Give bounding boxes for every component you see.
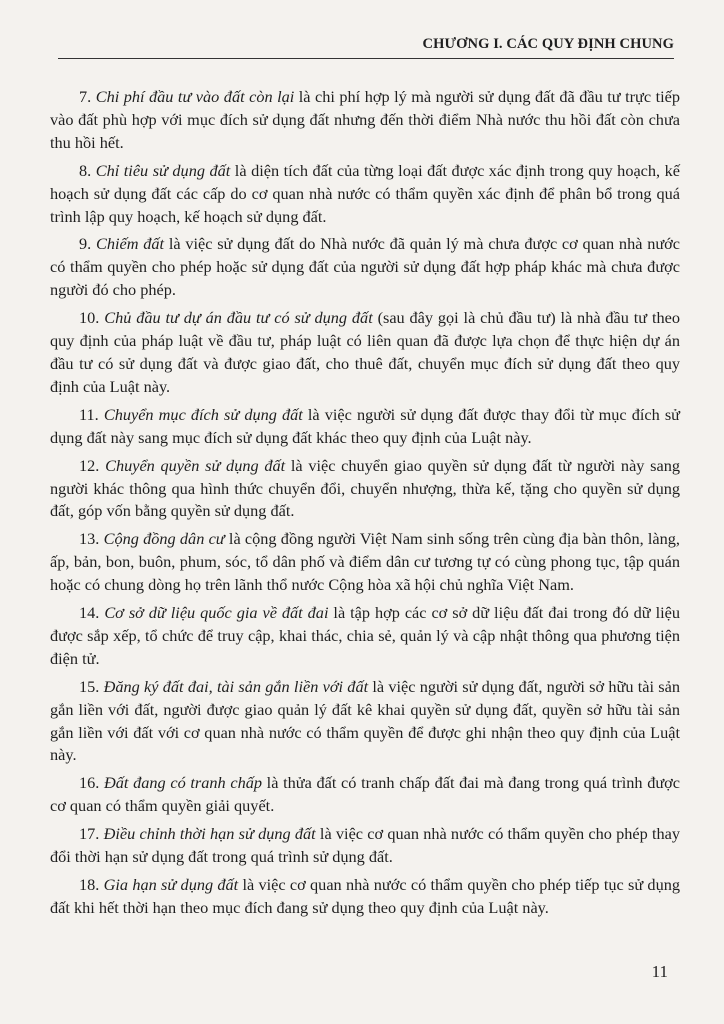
defined-term: Cộng đồng dân cư	[103, 529, 225, 549]
definition-paragraph	[50, 307, 680, 399]
definition-paragraph	[50, 86, 680, 155]
definition-paragraph	[50, 602, 680, 671]
definition-paragraph	[50, 772, 680, 818]
definition-number: 7.	[79, 87, 96, 106]
defined-term: Chuyển mục đích sử dụng đất	[103, 404, 303, 424]
document-body	[50, 86, 680, 925]
definition-paragraph	[50, 404, 680, 450]
chapter-title: CHƯƠNG I. CÁC QUY ĐỊNH CHUNG	[422, 36, 674, 52]
definition-paragraph	[50, 455, 680, 524]
defined-term: Chỉ tiêu sử dụng đất	[95, 160, 231, 180]
definition-text: (sau đây gọi là chủ đầu tư) là nhà đầu tư theo quy định của pháp luật về đầu tư, pháp luật có liên quan đã được lựa chọn để thực hiện dự án đầu tư có sử dụng đất và được giao đất, cho thuê đất, chuyển mục đích sử dụng đất theo quy định của Luật này.	[50, 308, 680, 396]
definition-text: là thửa đất có tranh chấp đất đai mà đang trong quá trình được cơ quan có thẩm quyền giải quyết.	[50, 773, 681, 816]
definition-text: là việc người sử dụng đất, người sở hữu tài sản gắn liền với đất, người được giao quản lý đất kê khai quyền sử dụng đất, quyền sở hữu tài sản gắn liền với đất với cơ quan nhà nước có thẩm quyền để được ghi nhận theo quy định của Luật này.	[50, 676, 680, 765]
definition-number: 11.	[79, 404, 104, 424]
defined-term: Chiếm đất	[95, 234, 165, 254]
definition-number: 15.	[79, 676, 104, 696]
defined-term: Gia hạn sử dụng đất	[103, 875, 239, 894]
definition-paragraph	[50, 823, 680, 869]
definition-text: là tập hợp các cơ sở dữ liệu đất đai trong đó dữ liệu được sắp xếp, tổ chức để truy cập, khai thác, chia sẻ, quản lý và cập nhật thông qua phương tiện điện tử.	[50, 603, 680, 668]
definition-number: 12.	[79, 455, 106, 475]
definition-number: 13.	[79, 529, 104, 549]
definition-number: 9.	[79, 234, 96, 254]
defined-term: Điều chỉnh thời hạn sử dụng đất	[103, 824, 316, 844]
defined-term: Chuyển quyền sử dụng đất	[105, 455, 286, 475]
page-header	[58, 32, 674, 59]
definition-number: 10.	[79, 308, 105, 328]
definition-text: là cộng đồng người Việt Nam sinh sống trên cùng địa bàn thôn, làng, ấp, bản, bon, buôn, phum, sóc, tổ dân phố và điểm dân cư tương tự có cùng phong tục, tập quán hoặc có chung dòng họ trên lãnh thổ nước Cộng hòa xã hội chủ nghĩa Việt Nam.	[50, 529, 680, 595]
defined-term: Chủ đầu tư dự án đầu tư có sử dụng đất	[104, 308, 373, 328]
definition-text: là việc người sử dụng đất được thay đổi từ mục đích sử dụng đất này sang mục đích sử dụng đất khác theo quy định của Luật này.	[50, 404, 680, 447]
definition-number: 18.	[79, 875, 104, 894]
definition-number: 17.	[79, 824, 104, 844]
page-number: 11	[651, 962, 668, 981]
definition-text: là việc chuyển giao quyền sử dụng đất từ người này sang người khác thông qua hình thức chuyển đổi, chuyển nhượng, thừa kế, tặng cho quyền sử dụng đất, góp vốn bằng quyền sử dụng đất.	[50, 455, 680, 521]
definition-number: 16.	[79, 773, 105, 793]
definition-paragraph	[50, 676, 680, 768]
definition-text: là việc sử dụng đất do Nhà nước đã quản lý mà chưa được cơ quan nhà nước có thẩm quyền cho phép hoặc sử dụng đất của người sử dụng đất hợp pháp khác mà chưa được người đó cho phép.	[50, 234, 680, 300]
definition-number: 14.	[79, 603, 105, 623]
definition-paragraph	[50, 528, 680, 597]
definition-number: 8.	[79, 160, 96, 180]
defined-term: Chi phí đầu tư vào đất còn lại	[95, 87, 295, 106]
definition-text: là diện tích đất của từng loại đất được xác định trong quy hoạch, kế hoạch sử dụng đất các cấp do cơ quan nhà nước có thẩm quyền xác định để phân bổ trong quá trình lập quy hoạch, kế hoạch sử dụng đất.	[50, 160, 681, 226]
definition-paragraph	[50, 874, 680, 920]
defined-term: Đất đang có tranh chấp	[104, 773, 262, 793]
definition-text: là việc cơ quan nhà nước có thẩm quyền cho phép thay đổi thời hạn sử dụng đất trong quá trình sử dụng đất.	[50, 824, 681, 867]
definition-paragraph	[50, 233, 680, 302]
defined-term: Đăng ký đất đai, tài sản gắn liền với đất	[103, 676, 369, 696]
definition-text: là chi phí hợp lý mà người sử dụng đất đã đầu tư trực tiếp vào đất phù hợp với mục đích sử dụng đất nhưng đến thời điểm Nhà nước thu hồi đất còn chưa thu hồi hết.	[50, 87, 681, 152]
defined-term: Cơ sở dữ liệu quốc gia về đất đai	[104, 603, 329, 623]
definition-text: là việc cơ quan nhà nước có thẩm quyền cho phép tiếp tục sử dụng đất khi hết thời hạn theo mục đích đang sử dụng theo quy định của Luật này.	[50, 875, 680, 917]
definition-paragraph	[50, 160, 680, 229]
